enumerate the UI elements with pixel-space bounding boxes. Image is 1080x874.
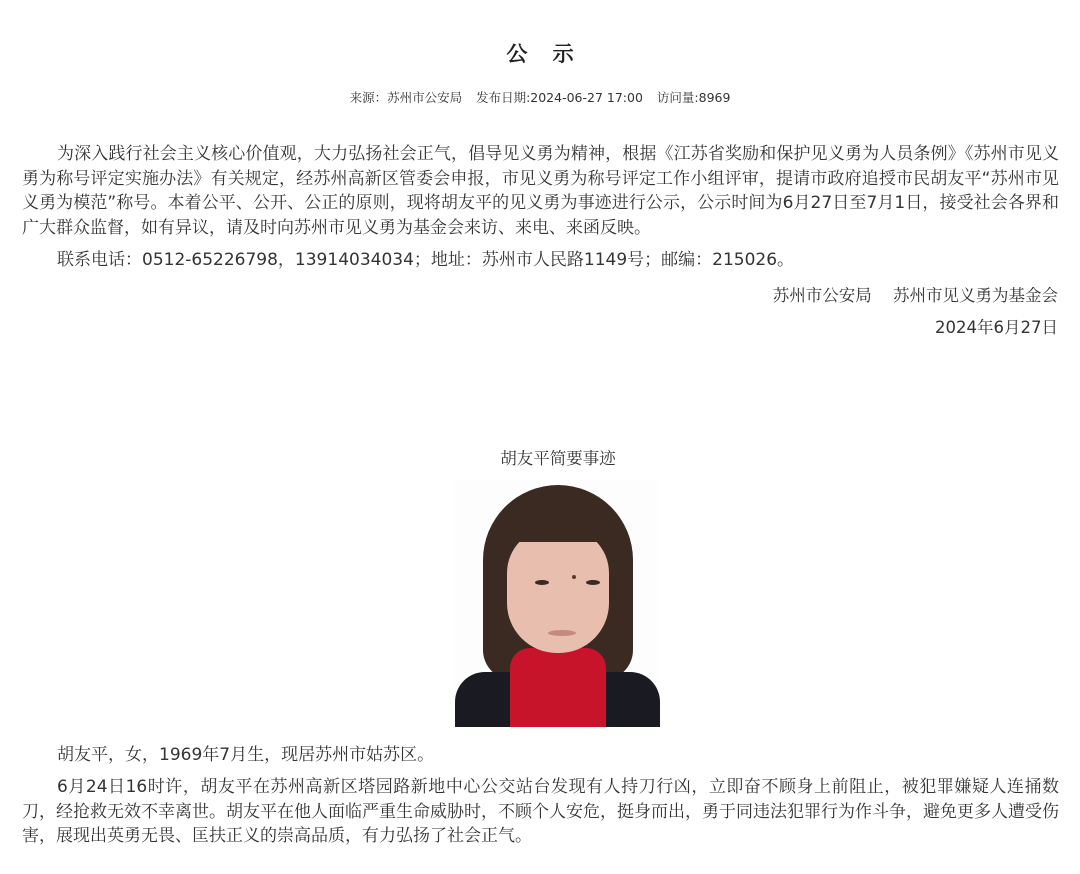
notice-body	[22, 142, 1059, 240]
photo-mole	[572, 575, 576, 579]
views-count-label: 访问量:8969	[656, 90, 731, 105]
publish-date-label: 发布日期:2024-06-27 17:00	[476, 90, 643, 105]
photo-sweater	[510, 648, 606, 727]
article-meta	[0, 88, 1080, 106]
source-label: 来源：苏州市公安局	[349, 90, 463, 105]
photo-mouth	[548, 630, 576, 636]
profile-deed	[22, 775, 1059, 849]
page-title: 公 示	[506, 42, 583, 66]
notice-paragraph: 为深入践行社会主义核心价值观，大力弘扬社会正气，倡导见义勇为精神，根据《江苏省奖励和保护见义勇为人员条例》《苏州市见义勇为称号评定实施办法》有关规定，经苏州高新区管委会申报，市见义勇为称号评定工作小组评审，提请市政府追授市民胡友平“苏州市见义勇为模范”称号。本着公平、公开、公正的原则，现将胡友平的见义勇为事迹进行公示，公示时间为6月27日至7月1日，接受社会各界和广大群众监督，如有异议，请及时向苏州市见义勇为基金会来访、来电、来函反映。	[22, 144, 1059, 238]
signatory-foundation: 苏州市见义勇为基金会	[893, 286, 1058, 305]
profile-bio	[22, 743, 1059, 768]
photo-eye-left	[535, 580, 549, 585]
profile-subtitle: 胡友平简要事迹	[500, 449, 616, 468]
photo-bangs	[503, 502, 613, 542]
deed-paragraph: 6月24日16时许，胡友平在苏州高新区塔园路新地中心公交站台发现有人持刀行凶，立即奋不顾身上前阻止，被犯罪嫌疑人连捅数刀，经抢救无效不幸离世。胡友平在他人面临严重生命威胁时，不顾个人安危，挺身而出，勇于同违法犯罪行为作斗争，避免更多人遭受伤害，展现出英勇无畏、匡扶正义的崇高品质，有力弘扬了社会正气。	[22, 777, 1059, 847]
photo-eye-right	[586, 580, 600, 585]
signatory-police: 苏州市公安局	[772, 286, 872, 305]
bio-paragraph: 胡友平，女，1969年7月生，现居苏州市姑苏区。	[57, 745, 435, 765]
contact-paragraph: 联系电话：0512-65226798，13914034034；地址：苏州市人民路1149号；邮编：215026。	[57, 250, 795, 270]
notice-date: 2024年6月27日	[935, 318, 1058, 337]
contact-info	[22, 248, 1059, 273]
portrait-photo	[455, 480, 660, 727]
signatories	[773, 282, 1058, 306]
